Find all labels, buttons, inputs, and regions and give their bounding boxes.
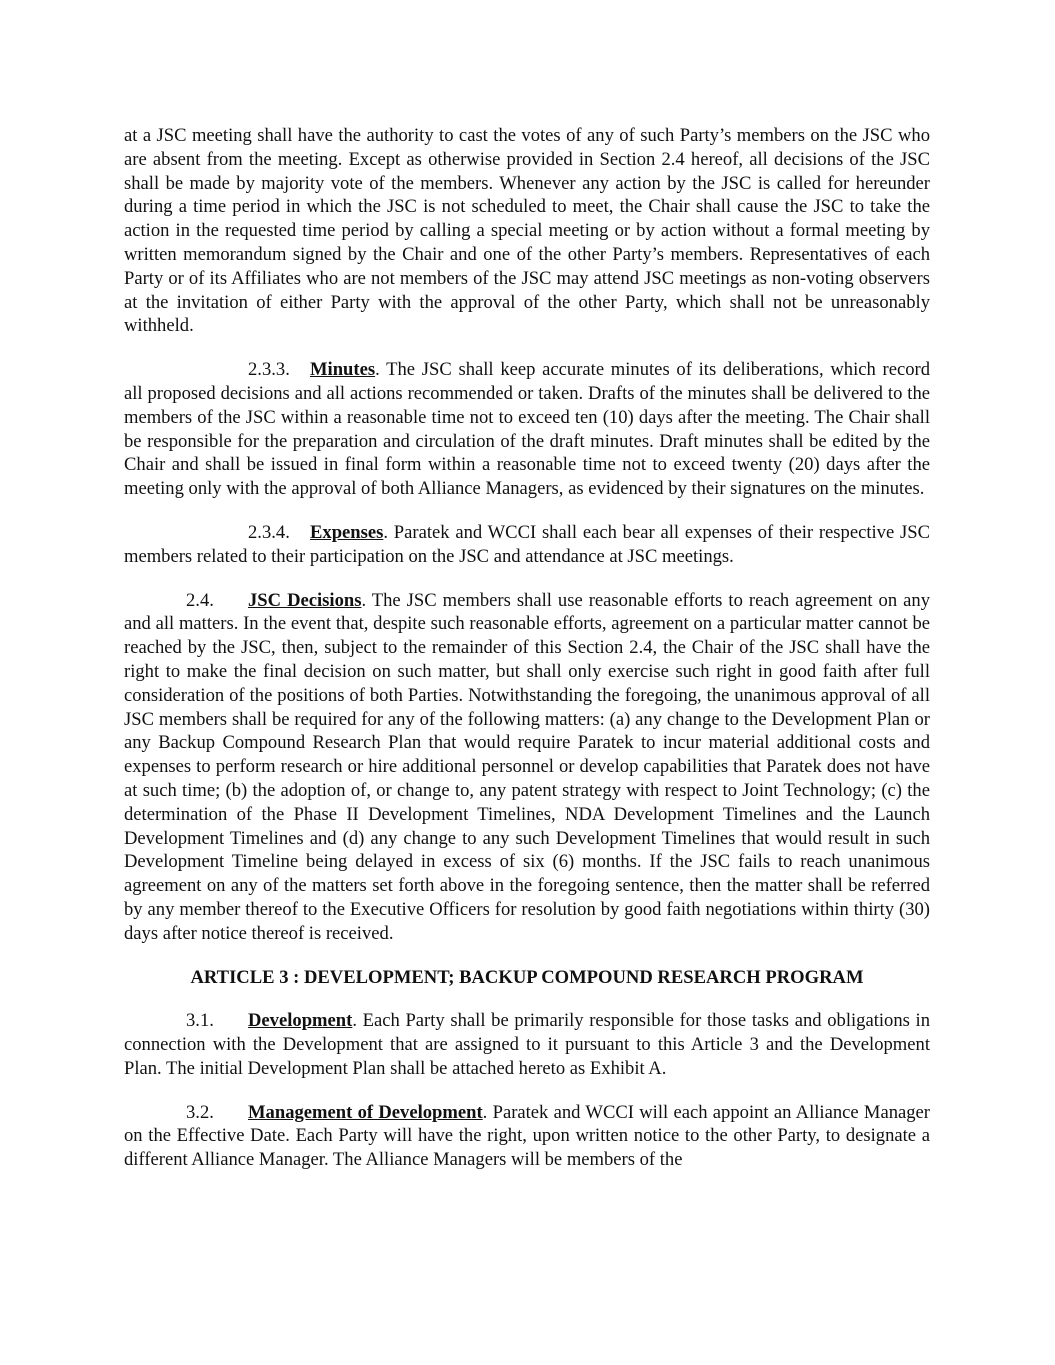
section-number: 3.2. [186,1101,214,1123]
section-heading: Minutes [310,359,376,381]
section-2-3-4 [124,521,930,569]
document-page [124,124,930,1192]
section-2-3-3 [124,358,930,501]
section-number: 2.3.4. [248,521,290,543]
article-3-heading: ARTICLE 3 : DEVELOPMENT; BACKUP COMPOUND RESEARCH PROGRAM [190,966,864,988]
section-heading: JSC Decisions [248,589,362,611]
section-3-1 [124,1009,930,1080]
section-number: 2.3.3. [248,359,290,381]
section-heading: Development [248,1010,353,1032]
section-3-2 [124,1101,930,1172]
section-body: . Each Party shall be primarily responsible for those tasks and obligations in connection with the Development that are assigned to it pursuant to this Article 3 and the Development Plan. The initial Development Plan shall be attached hereto as Exhibit A. [124,1010,930,1079]
section-body: . Paratek and WCCI shall each bear all expenses of their respective JSC members related to their participation on the JSC and attendance at JSC meetings. [124,521,930,567]
section-heading: Management of Development [248,1101,483,1123]
paragraph-continuation: at a JSC meeting shall have the authority to cast the votes of any of such Party’s members on the JSC who are absent from the meeting. Except as otherwise provided in Section 2.4 hereof, all decisions of the JSC shall be made by majority vote of the members. Whenever any action by the JSC is called for hereunder during a time period in which the JSC is not scheduled to meet, the Chair shall cause the JSC to take the action in the requested time period by calling a special meeting or by action without a formal meeting by written memorandum signed by the Chair and one of the other Party’s members. Representatives of each Party or of its Affiliates who are not members of the JSC may attend JSC meetings as non-voting observers at the invitation of either Party with the approval of the other Party, which shall not be unreasonably withheld. [124,125,930,337]
section-2-4 [124,589,930,946]
section-number: 3.1. [186,1010,214,1032]
section-heading: Expenses [310,521,384,543]
section-body: . The JSC members shall use reasonable efforts to reach agreement on any and all matters. In the event that, despite such reasonable efforts, agreement on a particular matter cannot be reached by the JSC, then, subject to the remainder of this Section 2.4, the Chair of the JSC shall have the right to make the final decision on such matter, but shall only exercise such right in good faith after full consideration of the positions of both Parties. Notwithstanding the foregoing, the unanimous approval of all JSC members shall be required for any of the following matters: (a) any change to the Development Plan or any Backup Compound Research Plan that would require Paratek to incur material additional costs and expenses to perform research or hire additional personnel or develop capabilities that Paratek does not have at such time; (b) the adoption of, or change to, any patent strategy with respect to Joint Technology; (c) the determination of the Phase II Development Timelines, NDA Development Timelines and the Launch Development Timelines and (d) any change to any such Development Timelines that would result in such Development Timeline being delayed in excess of six (6) months. If the JSC fails to reach unanimous agreement on any of the matters set forth above in the foregoing sentence, then the matter shall be referred by any member thereof to the Executive Officers for resolution by good faith negotiations within thirty (30) days after notice thereof is received. [124,589,930,944]
section-body: . The JSC shall keep accurate minutes of its deliberations, which record all proposed decisions and all actions recommended or taken. Drafts of the minutes shall be delivered to the members of the JSC within a reasonable time not to exceed ten (10) days after the meeting. The Chair shall be responsible for the preparation and circulation of the draft minutes. Draft minutes shall be edited by the Chair and shall be issued in final form within a reasonable time not to exceed twenty (20) days after the meeting only with the approval of both Alliance Managers, as evidenced by their signatures on the minutes. [124,359,930,500]
section-body: . Paratek and WCCI will each appoint an Alliance Manager on the Effective Date. Each Party will have the right, upon written notice to the other Party, to designate a different Alliance Manager. The Alliance Managers will be members of the [124,1101,930,1171]
section-number: 2.4. [186,589,214,611]
